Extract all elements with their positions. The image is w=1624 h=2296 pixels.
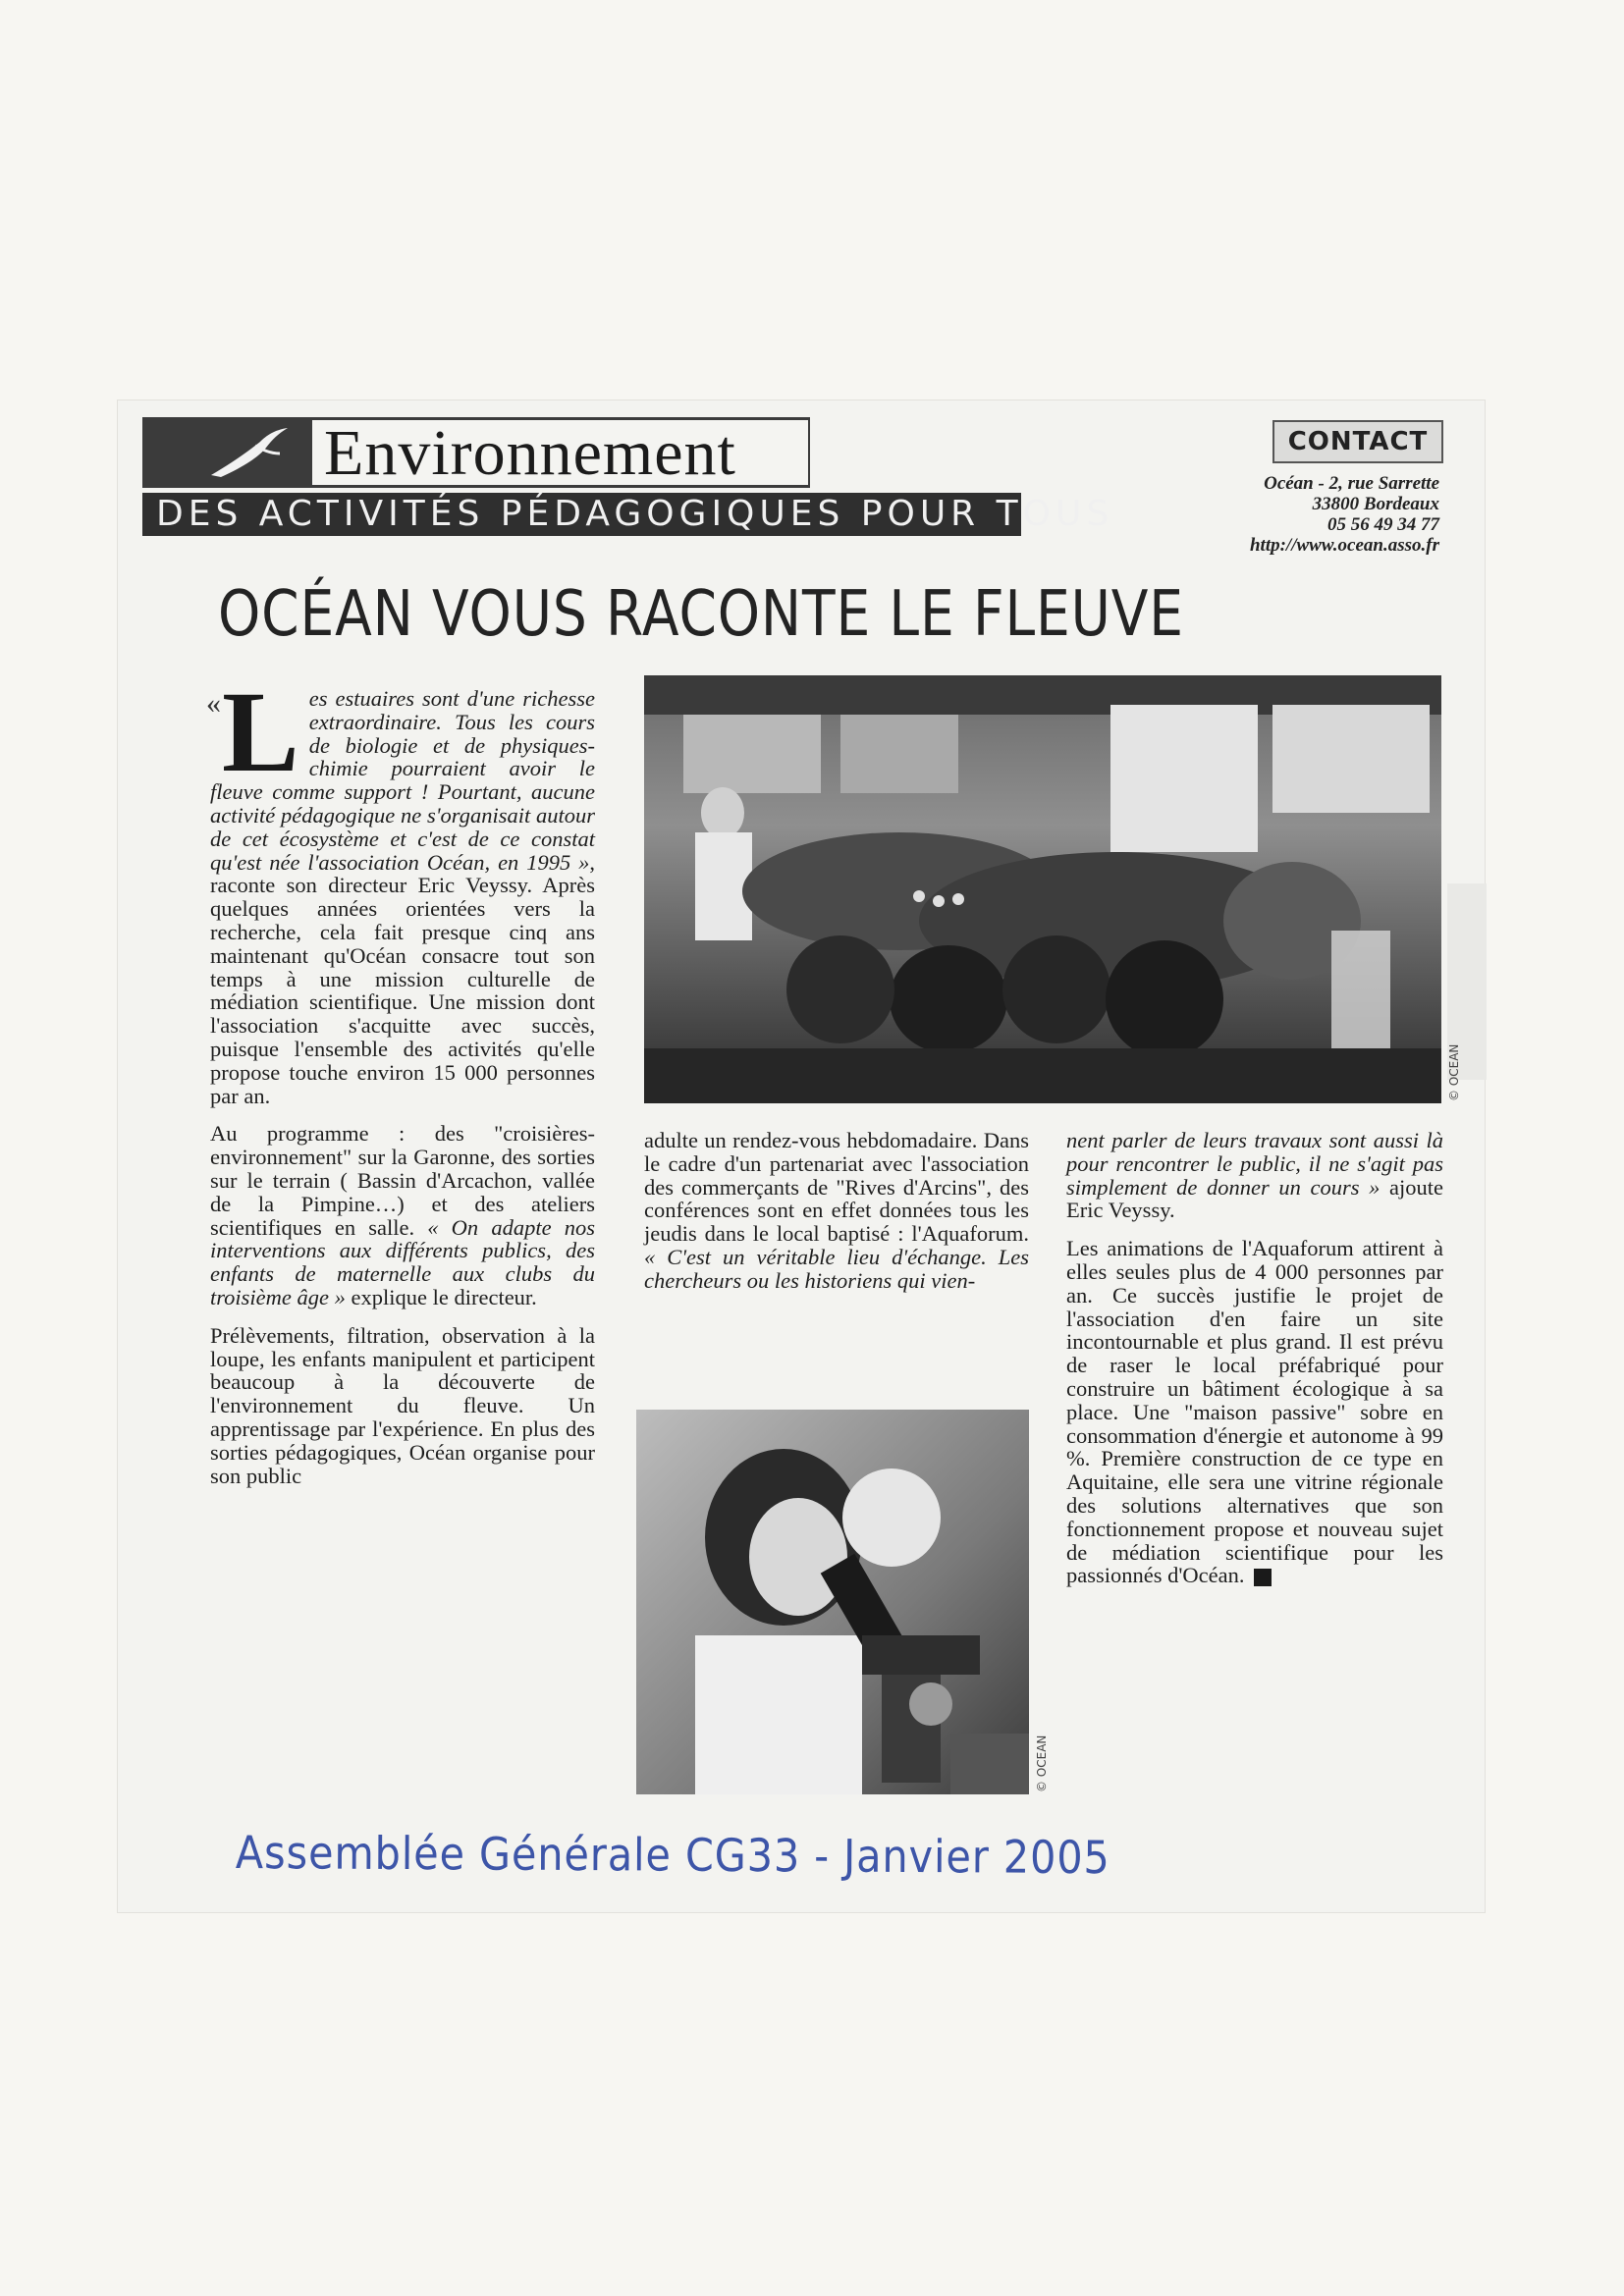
contact-phone: 05 56 49 34 77 bbox=[1327, 514, 1439, 535]
quote-text: « On adapte nos interventions aux différents publics, des enfants de maternelle aux clubs du troisième âge » bbox=[210, 1214, 595, 1309]
contact-website: http://www.ocean.asso.fr bbox=[1249, 535, 1439, 556]
photo-credit: © OCEAN bbox=[1447, 1043, 1461, 1101]
paragraph: Prélèvements, filtration, observation à la loupe, les enfants manipulent et participent beaucoup à la découverte de l'environnement du fleuve. Un apprentissage par l'expérience. En plus des sorties pédagogiques, Océan organise pour son public bbox=[210, 1322, 595, 1488]
photo-boat-classroom bbox=[644, 675, 1441, 1103]
end-of-article-mark bbox=[1254, 1569, 1272, 1586]
paragraph-text: , raconte son directeur Eric Veyssy. Après quelques années orientées vers la recherche, cela fait presque cinq ans maintenant qu'Océan consacre tout son temps à une mission culturelle de médiation scientifique. Une mission dont l'association s'acquitte avec succès, puisque l'ensemble des activités qu'elle propose touche environ 15 000 personnes par an. bbox=[210, 849, 595, 1108]
paragraph-text: Au programme : des "croisières-environnement" sur la Garonne, des sorties sur le terrain ( Bassin d'Arcachon, vallée de la Pimpine…) et des ateliers scientifiques en salle. bbox=[210, 1121, 595, 1240]
paragraph-text: explique le directeur. bbox=[345, 1284, 537, 1309]
paragraph bbox=[210, 667, 595, 1108]
paragraph-text: adulte un rendez-vous hebdomadaire. Dans le cadre d'un partenariat avec l'association des commerçants de "Rives d'Arcins", des conférences sont en effet données tous les jeudis dans le local baptisé : l'Aquaforum. bbox=[644, 1128, 1029, 1247]
contact-label: CONTACT bbox=[1272, 420, 1443, 463]
paragraph bbox=[644, 1129, 1029, 1293]
quote-text: nent parler de leurs travaux sont aussi là pour rencontrer le public, il ne s'agit pas simplement de donner un cours » bbox=[1066, 1128, 1443, 1200]
paragraph bbox=[210, 1122, 595, 1308]
contact-details bbox=[1129, 473, 1439, 556]
contact-city: 33800 Bordeaux bbox=[1312, 494, 1439, 514]
article-column-1 bbox=[210, 667, 595, 1502]
handwritten-annotation: Assemblée Générale CG33 - Janvier 2005 bbox=[235, 1826, 1110, 1885]
contact-address: Océan - 2, rue Sarrette bbox=[1264, 473, 1439, 494]
dropcap: L bbox=[222, 667, 299, 796]
paragraph-text: ajoute Eric Veyssy. bbox=[1066, 1174, 1443, 1223]
paragraph bbox=[1066, 1129, 1443, 1222]
article-column-3 bbox=[1066, 1129, 1443, 1602]
bird-icon bbox=[201, 424, 299, 483]
section-subtitle: DES ACTIVITÉS PÉDAGOGIQUES POUR TOUS bbox=[142, 493, 1021, 536]
opening-quote-mark: « bbox=[206, 687, 221, 720]
article-column-2 bbox=[644, 1129, 1029, 1308]
paragraph bbox=[1066, 1237, 1443, 1587]
paragraph-text: Les animations de l'Aquaforum attirent à elles seules plus de 4 000 personnes par an. Ce succès justifie le projet de l'association d'en faire un site incontournable et plus grand. Il est prévu de raser le local préfabriqué pour construire un bâtiment écologique à sa place. Une "maison passive" sobre en consommation d'énergie et autonome à 99 %. Première construction de ce type en Aquitaine, elle sera une vitrine régionale des solutions alternatives que son fonctionnement propose et nouveau sujet de médiation scientifique pour les passionnés d'Océan. bbox=[1066, 1236, 1443, 1588]
photo-credit: © OCEAN bbox=[1035, 1735, 1049, 1792]
photo-microscope bbox=[636, 1410, 1029, 1794]
quote-text: « C'est un véritable lieu d'échange. Les chercheurs ou les historiens qui vien- bbox=[644, 1244, 1029, 1293]
article-headline: OCÉAN VOUS RACONTE LE FLEUVE bbox=[218, 578, 1184, 651]
quote-text: es estuaires sont d'une richesse extraordinaire. Tous les cours de biologie et de physiques-chimie pourraient avoir le fleuve comme support ! Pourtant, aucune activité pédagogique ne s'organisait autour de cet écosystème et c'est de ce constat qu'est née l'association Océan, en 1995 » bbox=[210, 686, 595, 875]
section-title: Environnement bbox=[324, 417, 736, 489]
